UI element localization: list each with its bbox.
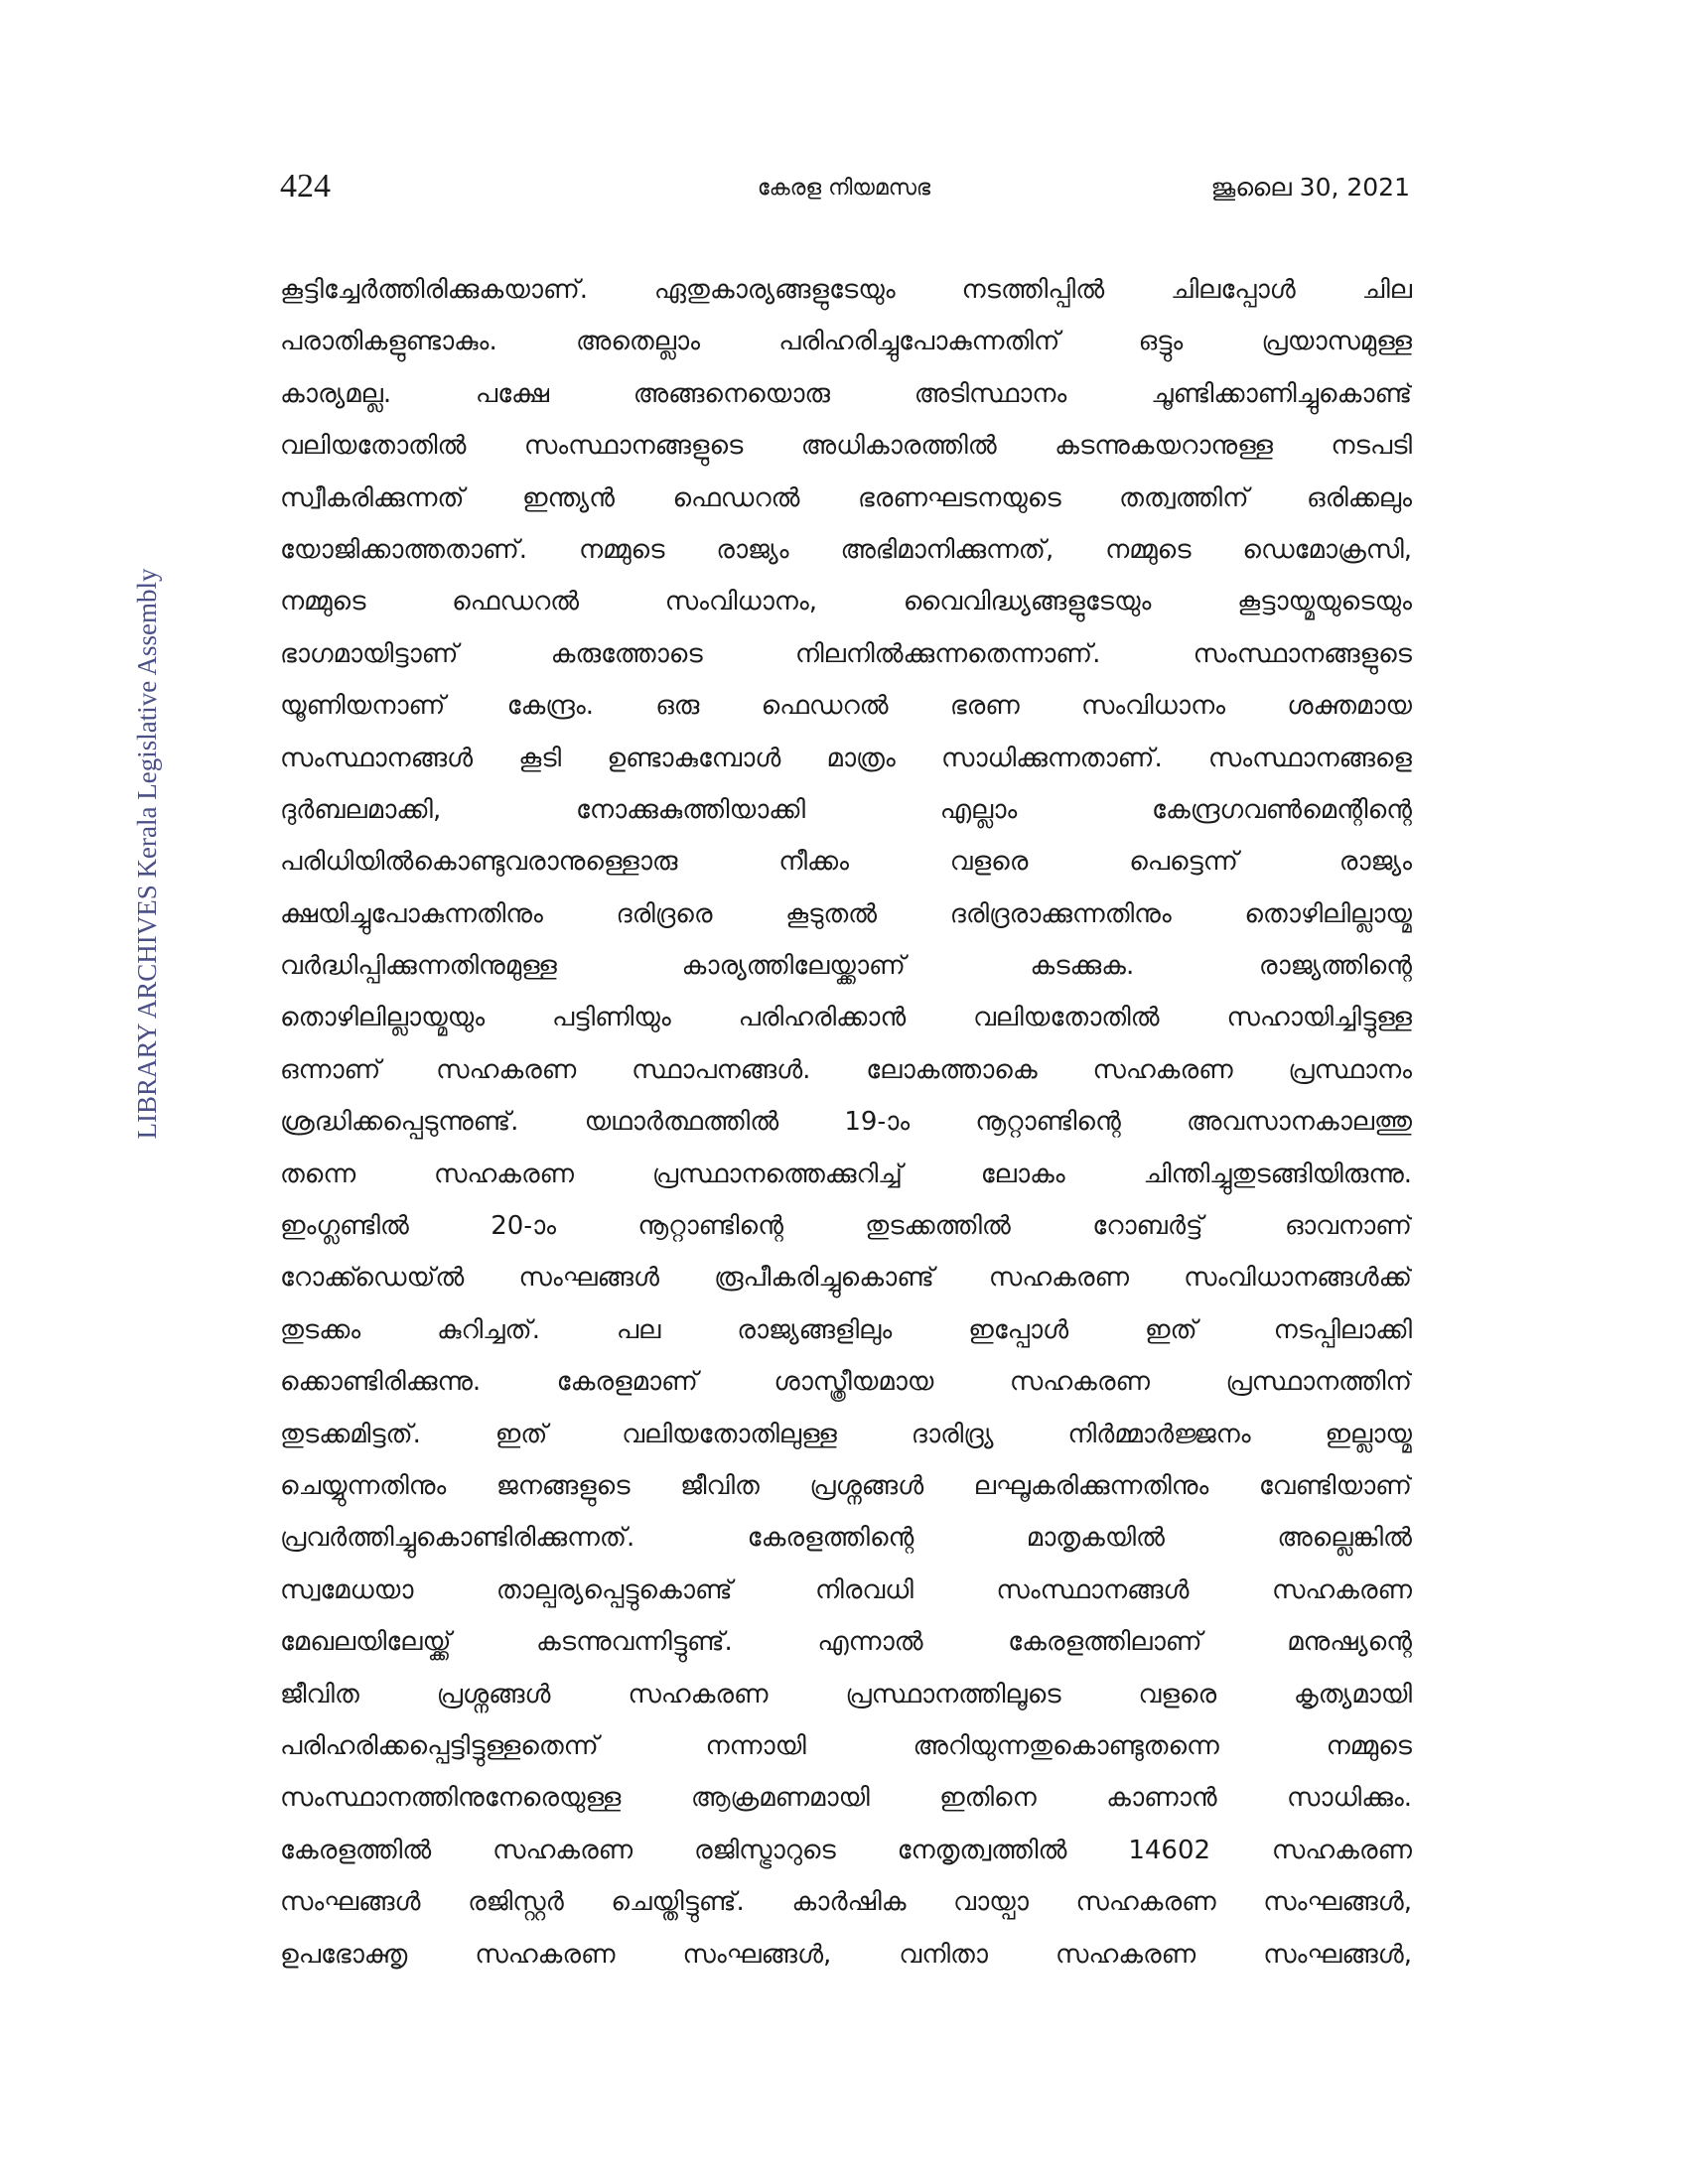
body-line: പരിഹരിക്കപ്പെട്ടിട്ടുള്ളതെന്ന് നന്നായി അറിയുന്നതുകൊണ്ടുതന്നെ നമ്മുടെ [280, 1730, 1412, 1761]
body-line: ക്ഷയിച്ചുപോകുന്നതിനും ദരിദ്രരെ കൂടുതൽ ദരിദ്രരാക്കുന്നതിനും തൊഴിലില്ലായ്മ [280, 898, 1412, 929]
body-line: നമ്മുടെ ഫെഡറൽ സംവിധാനം, വൈവിദ്ധ്യങ്ങളുടേയും കൂട്ടായ്മയുടെയും [280, 587, 1412, 617]
body-line: ഉപഭോക്തൃ സഹകരണ സംഘങ്ങൾ, വനിതാ സഹകരണ സംഘങ്ങൾ, [280, 1939, 1412, 1970]
body-line: ഭാഗമായിട്ടാണ് കരുത്തോടെ നിലനിൽക്കുന്നതെന്നാണ്. സംസ്ഥാനങ്ങളുടെ [280, 638, 1412, 669]
body-line: പരാതികളുണ്ടാകും. അതെല്ലാം പരിഹരിച്ചുപോകുന്നതിന് ഒട്ടും പ്രയാസമുള്ള [280, 327, 1412, 357]
sitting-date: ജൂലൈ 30, 2021 [1210, 173, 1410, 202]
body-line: പ്രവർത്തിച്ചുകൊണ്ടിരിക്കുന്നത്. കേരളത്തിന്റെ മാതൃകയിൽ അല്ലെങ്കിൽ [280, 1523, 1412, 1554]
body-line: തുടക്കം കുറിച്ചത്. പല രാജ്യങ്ങളിലും ഇപ്പോൾ ഇത് നടപ്പിലാക്കി [280, 1314, 1412, 1345]
body-line: ക്കൊണ്ടിരിക്കുന്നു. കേരളമാണ് ശാസ്ത്രീയമായ സഹകരണ പ്രസ്ഥാനത്തിന് [280, 1367, 1412, 1398]
body-line: ചെയ്യുന്നതിനും ജനങ്ങളുടെ ജീവിത പ്രശ്നങ്ങൾ ലഘൂകരിക്കുന്നതിനും വേണ്ടിയാണ് [280, 1470, 1412, 1501]
assembly-name: കേരള നിയമസഭ [757, 176, 931, 201]
body-line: സ്വമേധയാ താല്പര്യപ്പെട്ടുകൊണ്ട് നിരവധി സംസ്ഥാനങ്ങൾ സഹകരണ [280, 1574, 1412, 1605]
body-line: കൂട്ടിച്ചേർത്തിരിക്കുകയാണ്. ഏതുകാര്യങ്ങളുടേയും നടത്തിപ്പിൽ ചിലപ്പോൾ ചില [280, 275, 1412, 305]
body-line: ദുർബലമാക്കി, നോക്കുകുത്തിയാക്കി എല്ലാം കേന്ദ്രഗവൺമെന്റിന്റെ [280, 794, 1412, 825]
archive-watermark [107, 447, 187, 1261]
body-line: ഒന്നാണ് സഹകരണ സ്ഥാപനങ്ങൾ. ലോകത്താകെ സഹകരണ പ്രസ്ഥാനം [280, 1054, 1412, 1085]
body-line: തൊഴിലില്ലായ്മയും പട്ടിണിയും പരിഹരിക്കാൻ വലിയതോതിൽ സഹായിച്ചിട്ടുള്ള [280, 1003, 1412, 1033]
body-line: യോജിക്കാത്തതാണ്. നമ്മുടെ രാജ്യം അഭിമാനിക്കുന്നത്, നമ്മുടെ ഡെമോക്രസി, [280, 534, 1412, 565]
body-line: സംസ്ഥാനത്തിനുനേരെയുള്ള ആക്രമണമായി ഇതിനെ കാണാൻ സാധിക്കും. [280, 1783, 1412, 1814]
body-line: കേരളത്തിൽ സഹകരണ രജിസ്ട്രാറുടെ നേതൃത്വത്തിൽ 14602 സഹകരണ [280, 1835, 1412, 1865]
body-line: തുടക്കമിട്ടത്. ഇത് വലിയതോതിലുള്ള ദാരിദ്ര്യ നിർമ്മാർജ്ജനം ഇല്ലായ്മ [280, 1419, 1412, 1449]
body-line: ജീവിത പ്രശ്നങ്ങൾ സഹകരണ പ്രസ്ഥാനത്തിലൂടെ വളരെ കൃത്യമായി [280, 1679, 1412, 1709]
body-line: റോക്ക്ഡെയ്ൽ സംഘങ്ങൾ രൂപീകരിച്ചുകൊണ്ട് സഹകരണ സംവിധാനങ്ങൾക്ക് [280, 1263, 1412, 1294]
body-line: സംഘങ്ങൾ രജിസ്റ്റർ ചെയ്തിട്ടുണ്ട്. കാർഷിക വായ്പാ സഹകരണ സംഘങ്ങൾ, [280, 1887, 1412, 1918]
body-line: യൂണിയനാണ് കേന്ദ്രം. ഒരു ഫെഡറൽ ഭരണ സംവിധാനം ശക്തമായ [280, 691, 1412, 722]
body-line: മേഖലയിലേയ്ക്ക് കടന്നുവന്നിട്ടുണ്ട്. എന്നാൽ കേരളത്തിലാണ് മനുഷ്യന്റെ [280, 1627, 1412, 1658]
page-header [0, 167, 1688, 206]
page-number: 424 [280, 168, 331, 205]
body-line: സംസ്ഥാനങ്ങൾ കൂടി ഉണ്ടാകുമ്പോൾ മാത്രം സാധിക്കുന്നതാണ്. സംസ്ഥാനങ്ങളെ [280, 743, 1412, 773]
speech-body [280, 264, 1412, 1980]
body-line: വലിയതോതിൽ സംസ്ഥാനങ്ങളുടെ അധികാരത്തിൽ കടന്നുകയറാനുള്ള നടപടി [280, 431, 1412, 462]
body-line: തന്നെ സഹകരണ പ്രസ്ഥാനത്തെക്കുറിച്ച് ലോകം ചിന്തിച്ചുതുടങ്ങിയിരുന്നു. [280, 1159, 1412, 1189]
body-line: സ്വീകരിക്കുന്നത് ഇന്ത്യൻ ഫെഡറൽ ഭരണഘടനയുടെ തത്വത്തിന് ഒരിക്കലും [280, 482, 1412, 513]
watermark-text: LIBRARY ARCHIVES Kerala Legislative Assembly [132, 568, 162, 1140]
body-line: പരിധിയിൽകൊണ്ടുവരാനുള്ളൊരു നീക്കം വളരെ പെട്ടെന്ന് രാജ്യം [280, 847, 1412, 878]
body-line: ഇംഗ്ലണ്ടിൽ 20-ാം നൂറ്റാണ്ടിന്റെ തുടക്കത്തിൽ റോബർട്ട് ഓവനാണ് [280, 1211, 1412, 1242]
body-line: കാര്യമല്ല. പക്ഷേ അങ്ങനെയൊരു അടിസ്ഥാനം ചൂണ്ടിക്കാണിച്ചുകൊണ്ട് [280, 378, 1412, 409]
body-line: വർദ്ധിപ്പിക്കുന്നതിനുമുള്ള കാര്യത്തിലേയ്ക്കാണ് കടക്കുക. രാജ്യത്തിന്റെ [280, 951, 1412, 982]
body-line: ശ്രദ്ധിക്കപ്പെടുന്നുണ്ട്. യഥാർത്ഥത്തിൽ 19-ാം നൂറ്റാണ്ടിന്റെ അവസാനകാലത്തു [280, 1107, 1412, 1138]
